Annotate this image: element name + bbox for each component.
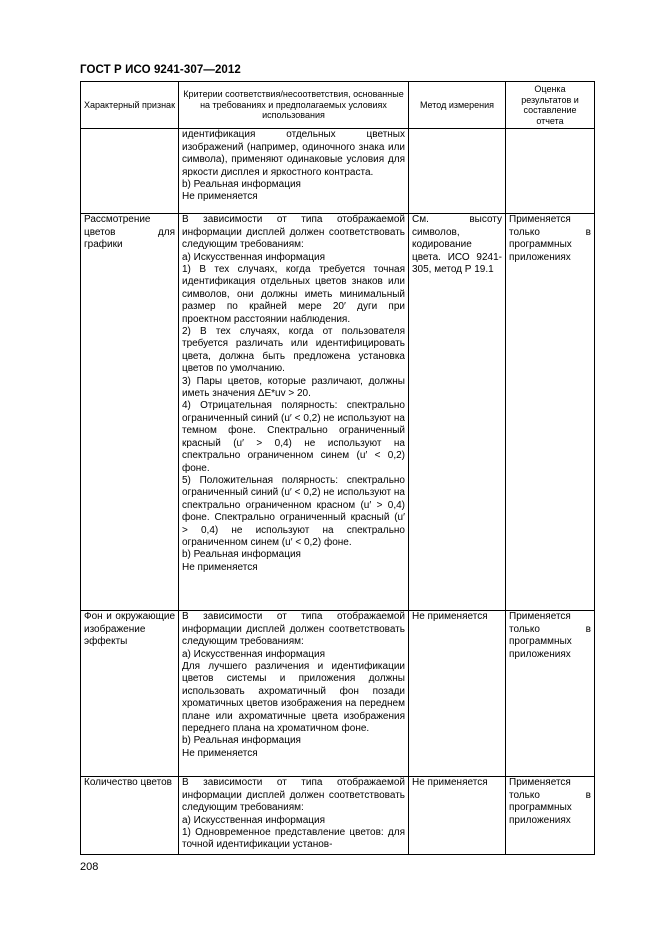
row-criteria xyxy=(179,214,409,611)
criteria-paragraph: 2) В тех случаях, когда от пользователя требуется различать или идентифицировать цвета, должна быть предложена установка цветов по умолчанию. xyxy=(182,326,405,375)
row-method: Не применяется xyxy=(409,611,506,777)
page-number: 208 xyxy=(80,861,99,873)
criteria-paragraph: а) Искусственная информация xyxy=(182,648,325,660)
row-feature: Фон и окружающие изображение эффекты xyxy=(81,611,179,777)
criteria-paragraph: b) Реальная информация xyxy=(182,549,301,561)
criteria-paragraph: 1) В тех случаях, когда требуется точная идентификация отдельных цветов знаков или символов, они должны иметь минимальный размер по крайней мере 20′ дуги при проектном расстоянии наблюдения. xyxy=(182,264,405,325)
criteria-table xyxy=(80,81,595,855)
criteria-paragraph: а) Искусственная информация xyxy=(182,814,325,826)
table-row xyxy=(81,129,595,214)
row-feature: Рассмотрение цветов для графики xyxy=(81,214,179,611)
criteria-paragraph: 5) Положительная полярность: спектрально ограниченный синий (u′ < 0,2) не используют на спектрально ограниченном красном (u′ > 0,4) фоне. Спектрально ограниченный красный (u′ > 0,4) не используют на спектрально ограниченном синем (u′ < 0,2) фоне. xyxy=(182,474,405,548)
criteria-paragraph: 4) Отрицательная полярность: спектрально ограниченный синий (u′ < 0,2) не используют на темном фоне. Спектрально ограниченный красный (u′ > 0,4) не используют на спектрально ограниченном синем (u′ < 0,2) фоне. xyxy=(182,400,405,474)
table-row xyxy=(81,214,595,611)
table-row xyxy=(81,611,595,777)
criteria-paragraph: В зависимости от типа отображаемой информации дисплей должен соответствовать следующим требованиям: xyxy=(182,611,405,648)
criteria-paragraph: В зависимости от типа отображаемой информации дисплей должен соответствовать следующим требованиям: xyxy=(182,214,405,251)
criteria-paragraph: 3) Пары цветов, которые различают, должны иметь значения ΔE*uv > 20. xyxy=(182,375,405,400)
criteria-paragraph: а) Искусственная информация xyxy=(182,251,325,263)
row-evaluation xyxy=(506,129,595,214)
table-header-row xyxy=(81,82,595,129)
criteria-paragraph: 1) Одновременное представление цветов: для точной идентификации установ- xyxy=(182,827,405,851)
header-evaluation: Оценка результатов и составление отчета xyxy=(506,82,595,129)
criteria-paragraph: b) Реальная информация xyxy=(182,735,301,747)
criteria-paragraph: Для лучшего различения и идентификации цветов системы и приложения должны использовать ахроматичный фон позади хроматичных цветов изображения на переднем плане или ахроматичные цвета изображения переднего плана на хроматичном фоне. xyxy=(182,661,405,735)
criteria-paragraph: Не применяется xyxy=(182,561,258,573)
row-criteria xyxy=(179,777,409,855)
row-criteria xyxy=(179,611,409,777)
row-method xyxy=(409,129,506,214)
row-evaluation: Применяется только в программных приложениях xyxy=(506,777,595,855)
header-feature: Характерный признак xyxy=(81,82,179,129)
header-method: Метод измерения xyxy=(409,82,506,129)
row-feature: Количество цветов xyxy=(81,777,179,855)
document-header: ГОСТ Р ИСО 9241-307—2012 xyxy=(80,64,241,76)
criteria-paragraph: Не применяется xyxy=(182,747,258,759)
criteria-paragraph: Не применяется xyxy=(182,191,258,203)
row-criteria xyxy=(179,129,409,214)
table-row xyxy=(81,777,595,855)
row-evaluation: Применяется только в программных приложениях xyxy=(506,214,595,611)
criteria-paragraph: В зависимости от типа отображаемой информации дисплей должен соответствовать следующим требованиям: xyxy=(182,777,405,814)
row-method: См. высоту символов, кодирование цвета. ИСО 9241-305, метод Р 19.1 xyxy=(409,214,506,611)
row-method: Не применяется xyxy=(409,777,506,855)
criteria-paragraph: идентификация отдельных цветных изображений (например, одиночного знака или символа), применяют одинаковые условия для яркости дисплея и яркостного контраста. xyxy=(182,129,405,178)
row-evaluation: Применяется только в программных приложениях xyxy=(506,611,595,777)
header-criteria: Критерии соответствия/несоответствия, основанные на требованиях и предполагаемых условиях использования xyxy=(179,82,409,129)
criteria-paragraph: b) Реальная информация xyxy=(182,179,301,190)
row-feature xyxy=(81,129,179,214)
